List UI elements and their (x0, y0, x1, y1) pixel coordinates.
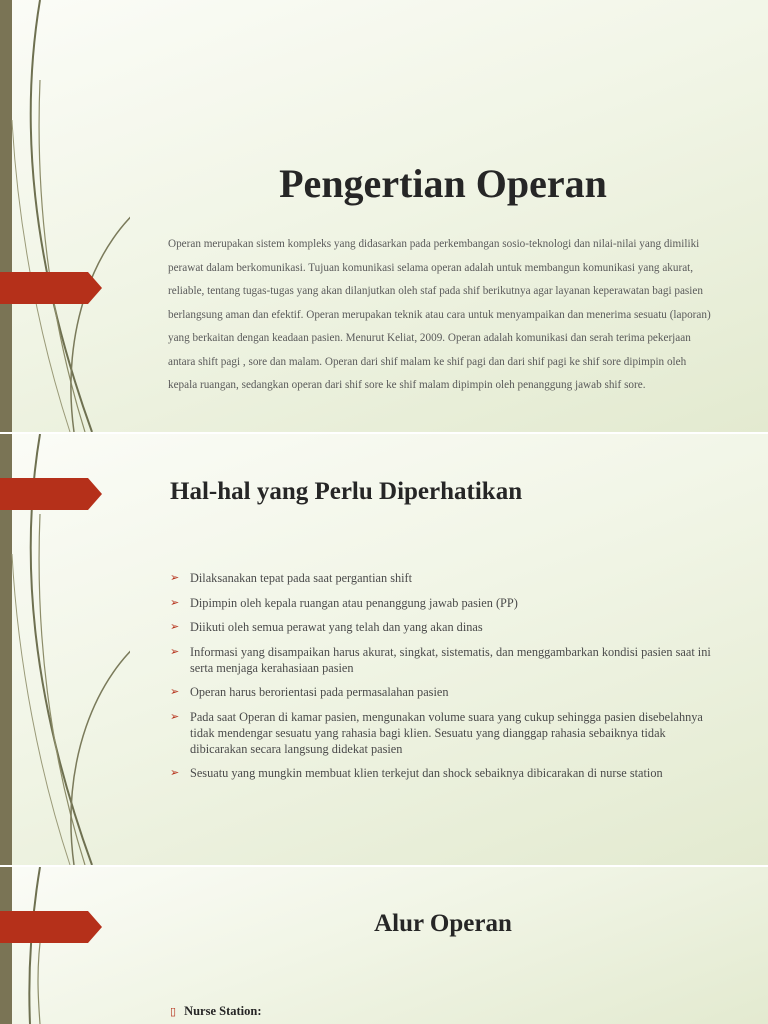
arrow-bullet-icon: ➢ (170, 572, 180, 584)
arrow-bullet-icon: ➢ (170, 621, 180, 633)
arrow-bullet-icon: ➢ (170, 686, 180, 698)
list-item: ➢ Pada saat Operan di kamar pasien, mengunakan volume suara yang cukup sehingga pasien disebelahnya tidak mendengar sesuatu yang rahasia bagi klien. Sesuatu yang dianggap rahasia sebaiknya tidak dibicarakan secara langsung didekat pasien (170, 709, 703, 756)
slide-1 (0, 0, 768, 432)
red-tab-marker (0, 272, 102, 304)
square-bullet-icon: ▯ (170, 1006, 177, 1018)
list-item: ➢ Operan harus berorientasi pada permasalahan pasien (170, 685, 449, 699)
decorative-curves (0, 867, 130, 1024)
red-tab-marker (0, 478, 102, 510)
red-tab-marker (0, 911, 102, 943)
arrow-bullet-icon: ➢ (170, 645, 180, 658)
arrow-bullet-icon: ➢ (170, 767, 180, 779)
list-item: ➢ Sesuatu yang mungkin membuat klien terkejut dan shock sebaiknya dibicarakan di nurse station (170, 766, 663, 780)
list-item: ➢ Dipimpin oleh kepala ruangan atau penanggung jawab pasien (PP) (170, 595, 518, 610)
slide-2-title: Hal-hal yang Perlu Diperhatikan (170, 478, 523, 505)
slide-1-paragraph: Operan merupakan sistem kompleks yang didasarkan pada perkembangan sosio-teknologi dan nilai-nilai yang dimiliki perawat dalam berkomunikasi. Tujuan komunikasi selama operan adalah untuk membangun komunikasi yang akurat, reliable, tentang tugas-tugas yang akan dilanjutkan oleh staf pada shif berikutnya agar layanan keperawatan bagi pasien berlangsung aman dan efektif. Operan merupakan teknik atau cara untuk menyampaikan dan menerima sesuatu (laporan) yang berkaitan dengan keadaan pasien. Menurut Keliat, 2009. Operan adalah komunikasi dan serah terima pekerjaan antara shift pagi , sore dan malam. Operan dari shif malam ke shif pagi dan dari shif pagi ke shif sore dipimpin oleh kepala ruangan, sedangkan operan dari shif sore ke shif malam dipimpin oleh penanggung jawab shif sore. (168, 238, 711, 391)
arrow-bullet-icon: ➢ (170, 596, 180, 609)
decorative-curves (0, 0, 130, 432)
list-item: ➢ Diikuti oleh semua perawat yang telah dan yang akan dinas (170, 620, 483, 634)
arrow-bullet-icon: ➢ (170, 710, 180, 723)
slide-1-title: Pengertian Operan (279, 161, 607, 206)
slide-3-title: Alur Operan (374, 910, 512, 937)
slide-2-bullet-list (170, 570, 720, 790)
list-item: ➢ Dilaksanakan tepat pada saat pergantian shift (170, 571, 413, 585)
list-item: ➢ Informasi yang disampaikan harus akurat, singkat, sistematis, dan menggambarkan kondisi pasien saat ini serta menjaga kerahasiaan pasien (170, 644, 711, 675)
slide-3-subheading: ▯ Nurse Station: (170, 1004, 262, 1018)
slide-3 (0, 867, 768, 1024)
